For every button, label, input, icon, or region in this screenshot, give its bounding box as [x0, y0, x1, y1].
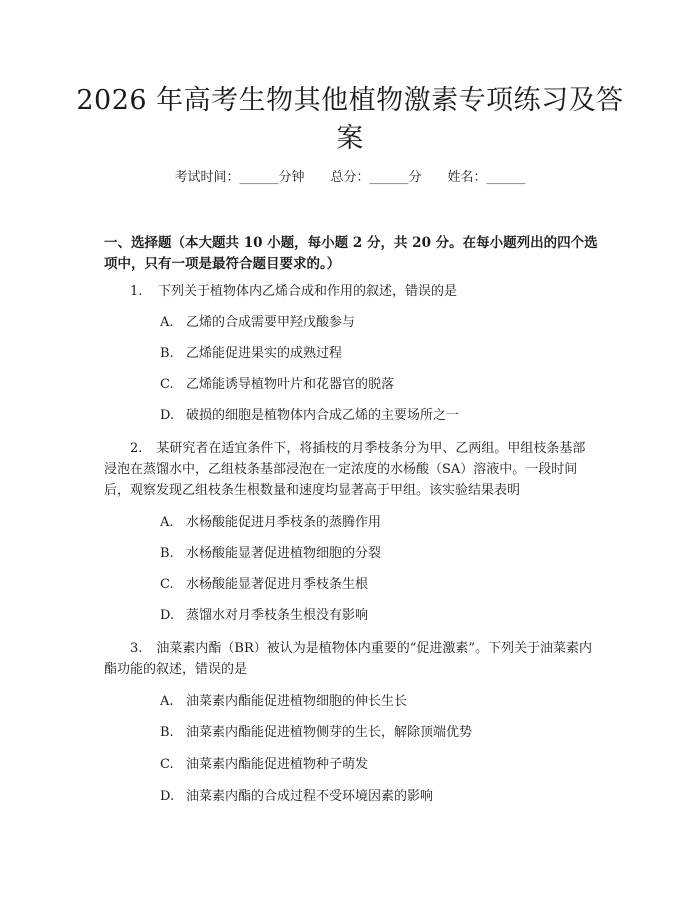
option-2b: [160, 544, 381, 564]
option-text: 水杨酸能显著促进植物细胞的分裂: [186, 546, 382, 561]
option-letter: D.: [160, 789, 175, 804]
option-text: 油菜素内酯能促进植物细胞的伸长生长: [186, 694, 408, 709]
exam-info-line: [0, 168, 700, 188]
option-letter: C.: [160, 757, 174, 772]
option-text: 乙烯能诱导植物叶片和花器官的脱落: [186, 377, 395, 392]
option-text: 油菜素内酯的合成过程不受环境因素的影响: [186, 789, 434, 804]
option-letter: A.: [160, 515, 174, 530]
option-text: 蒸馏水对月季枝条生根没有影响: [186, 608, 369, 623]
option-text: 水杨酸能显著促进月季枝条生根: [186, 577, 369, 592]
question-text: 某研究者在适宜条件下，将插枝的月季枝条分为甲、乙两组。甲组枝条基部浸泡在蒸馏水中，乙组枝条基部浸泡在一定浓度的水杨酸（SA）溶液中。一段时间后，观察发现乙组枝条生根数量和速度均显著高于甲组。该实验结果表明: [104, 441, 586, 498]
time-unit: 分钟: [278, 170, 305, 185]
question-3: [104, 638, 598, 680]
question-2: [104, 438, 598, 501]
option-3a: [160, 692, 407, 712]
score-label: 总分：: [330, 170, 370, 185]
option-letter: A.: [160, 694, 174, 709]
option-letter: A.: [160, 315, 174, 330]
option-letter: B.: [160, 546, 174, 561]
score-blank: ______: [369, 170, 409, 185]
score-unit: 分: [408, 170, 422, 185]
option-3b: [160, 723, 472, 743]
option-letter: D.: [160, 608, 175, 623]
option-text: 破损的细胞是植物体内合成乙烯的主要场所之一: [186, 408, 460, 423]
option-1c: [160, 375, 394, 395]
option-letter: B.: [160, 725, 174, 740]
section-heading: 一、选择题（本大题共 10 小题，每小题 2 分，共 20 分。在每小题列出的四个选项中，只有一项是最符合题目要求的。）: [104, 235, 598, 272]
question-text: 油菜素内酯（BR）被认为是植物体内重要的“促进激素”。下列关于油菜素内酯功能的叙述，错误的是: [104, 641, 593, 677]
option-2c: [160, 575, 368, 595]
option-letter: B.: [160, 346, 174, 361]
question-number: 1.: [130, 284, 143, 299]
page-title: 2026 年高考生物其他植物激素专项练习及答案: [76, 85, 624, 154]
option-text: 水杨酸能促进月季枝条的蒸腾作用: [186, 515, 382, 530]
time-label: 考试时间：: [174, 170, 240, 185]
option-letter: D.: [160, 408, 175, 423]
question-number: 3.: [130, 641, 143, 656]
option-text: 油菜素内酯能促进植物侧芽的生长，解除顶端优势: [186, 725, 473, 740]
option-letter: C.: [160, 377, 174, 392]
name-label: 姓名：: [447, 170, 487, 185]
option-text: 乙烯能促进果实的成熟过程: [186, 346, 343, 361]
option-2d: [160, 606, 368, 626]
option-3d: [160, 787, 433, 807]
name-blank: ______: [486, 170, 526, 185]
option-2a: [160, 513, 381, 533]
option-text: 油菜素内酯能促进植物种子萌发: [186, 757, 369, 772]
time-blank: ______: [239, 170, 279, 185]
option-1a: [160, 313, 355, 333]
option-1b: [160, 344, 342, 364]
option-letter: C.: [160, 577, 174, 592]
question-text: 下列关于植物体内乙烯合成和作用的叙述，错误的是: [158, 284, 458, 299]
question-1: [104, 281, 604, 302]
option-3c: [160, 755, 368, 775]
option-1d: [160, 406, 459, 426]
question-number: 2.: [130, 441, 143, 456]
option-text: 乙烯的合成需要甲羟戊酸参与: [186, 315, 356, 330]
